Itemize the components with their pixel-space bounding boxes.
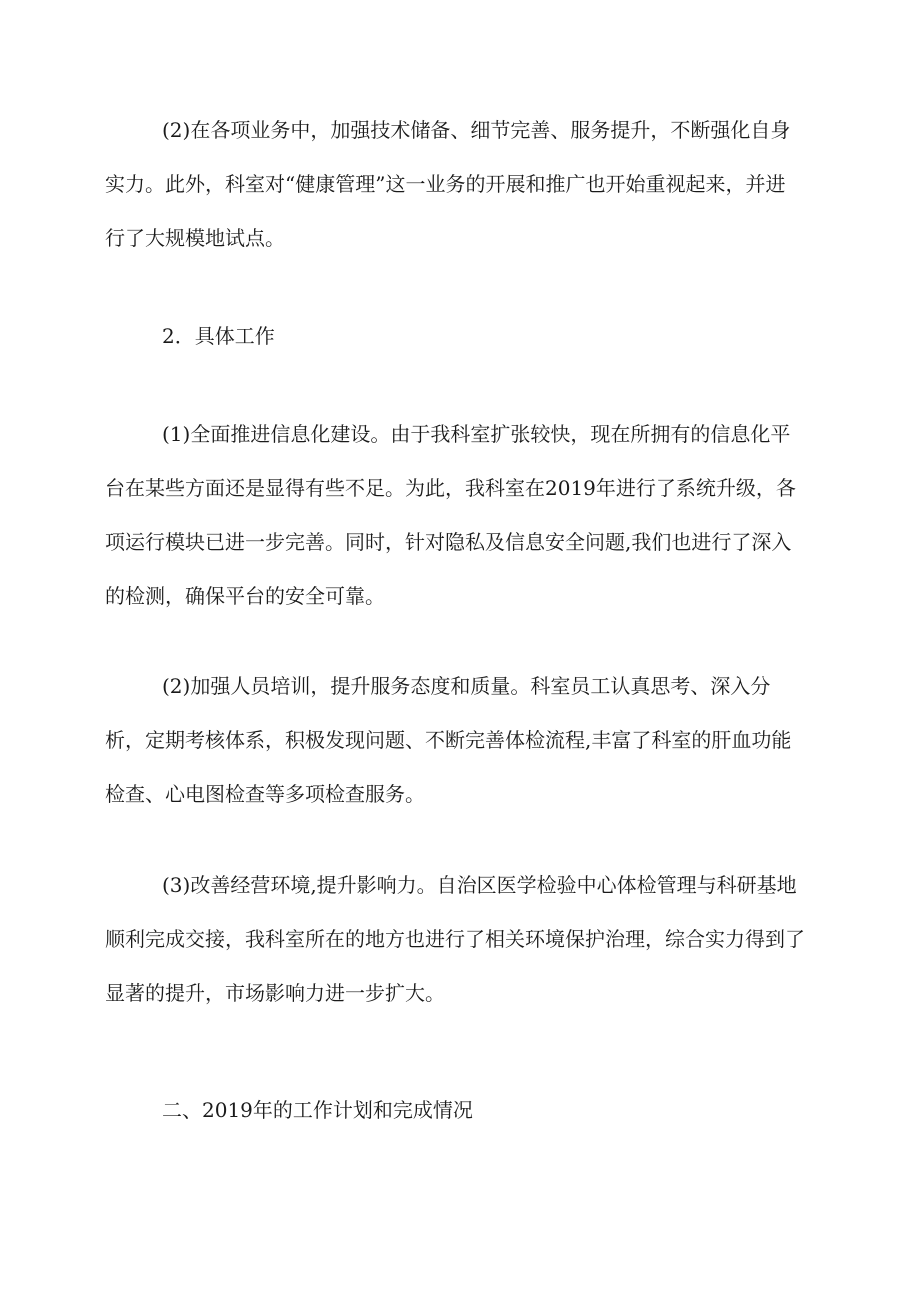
text-line: 实力。此外，科室对“健康管理”这一业务的开展和推广也开始重视起来，并进 bbox=[105, 172, 786, 196]
text-line: 显著的提升，市场影响力进一步扩大。 bbox=[105, 981, 445, 1005]
section-heading-specific-work bbox=[105, 309, 815, 363]
text-line: (3)改善经营环境,提升影响力。自治区医学检验中心体检管理与科研基地 bbox=[162, 873, 797, 897]
heading-text: 2．具体工作 bbox=[162, 324, 275, 348]
text-line: 的检测，确保平台的安全可靠。 bbox=[105, 584, 385, 608]
text-line: 项运行模块已进一步完善。同时，针对隐私及信息安全问题,我们也进行了深入 bbox=[105, 530, 792, 554]
text-line: (1)全面推进信息化建设。由于我科室扩张较快，现在所拥有的信息化平 bbox=[162, 422, 791, 446]
text-line: 析，定期考核体系，积极发现问题、不断完善体检流程,丰富了科室的肝血功能 bbox=[105, 728, 792, 752]
paragraph-informatization bbox=[105, 407, 815, 623]
heading-text: 二、2019年的工作计划和完成情况 bbox=[162, 1098, 473, 1122]
text-line: 台在某些方面还是显得有些不足。为此，我科室在2019年进行了系统升级，各 bbox=[105, 476, 796, 500]
text-line: 检查、心电图检查等多项检查服务。 bbox=[105, 782, 425, 806]
text-line: 顺利完成交接，我科室所在的地方也进行了相关环境保护治理，综合实力得到了 bbox=[105, 927, 805, 951]
paragraph-environment bbox=[105, 858, 815, 1020]
section-heading-2019-plan bbox=[105, 1083, 815, 1137]
paragraph-staff-training bbox=[105, 659, 815, 821]
paragraph-business-improvement bbox=[105, 103, 815, 265]
text-line: (2)在各项业务中，加强技术储备、细节完善、服务提升，不断强化自身 bbox=[162, 118, 791, 142]
text-line: (2)加强人员培训，提升服务态度和质量。科室员工认真思考、深入分 bbox=[162, 674, 771, 698]
text-line: 行了大规模地试点。 bbox=[105, 226, 285, 250]
